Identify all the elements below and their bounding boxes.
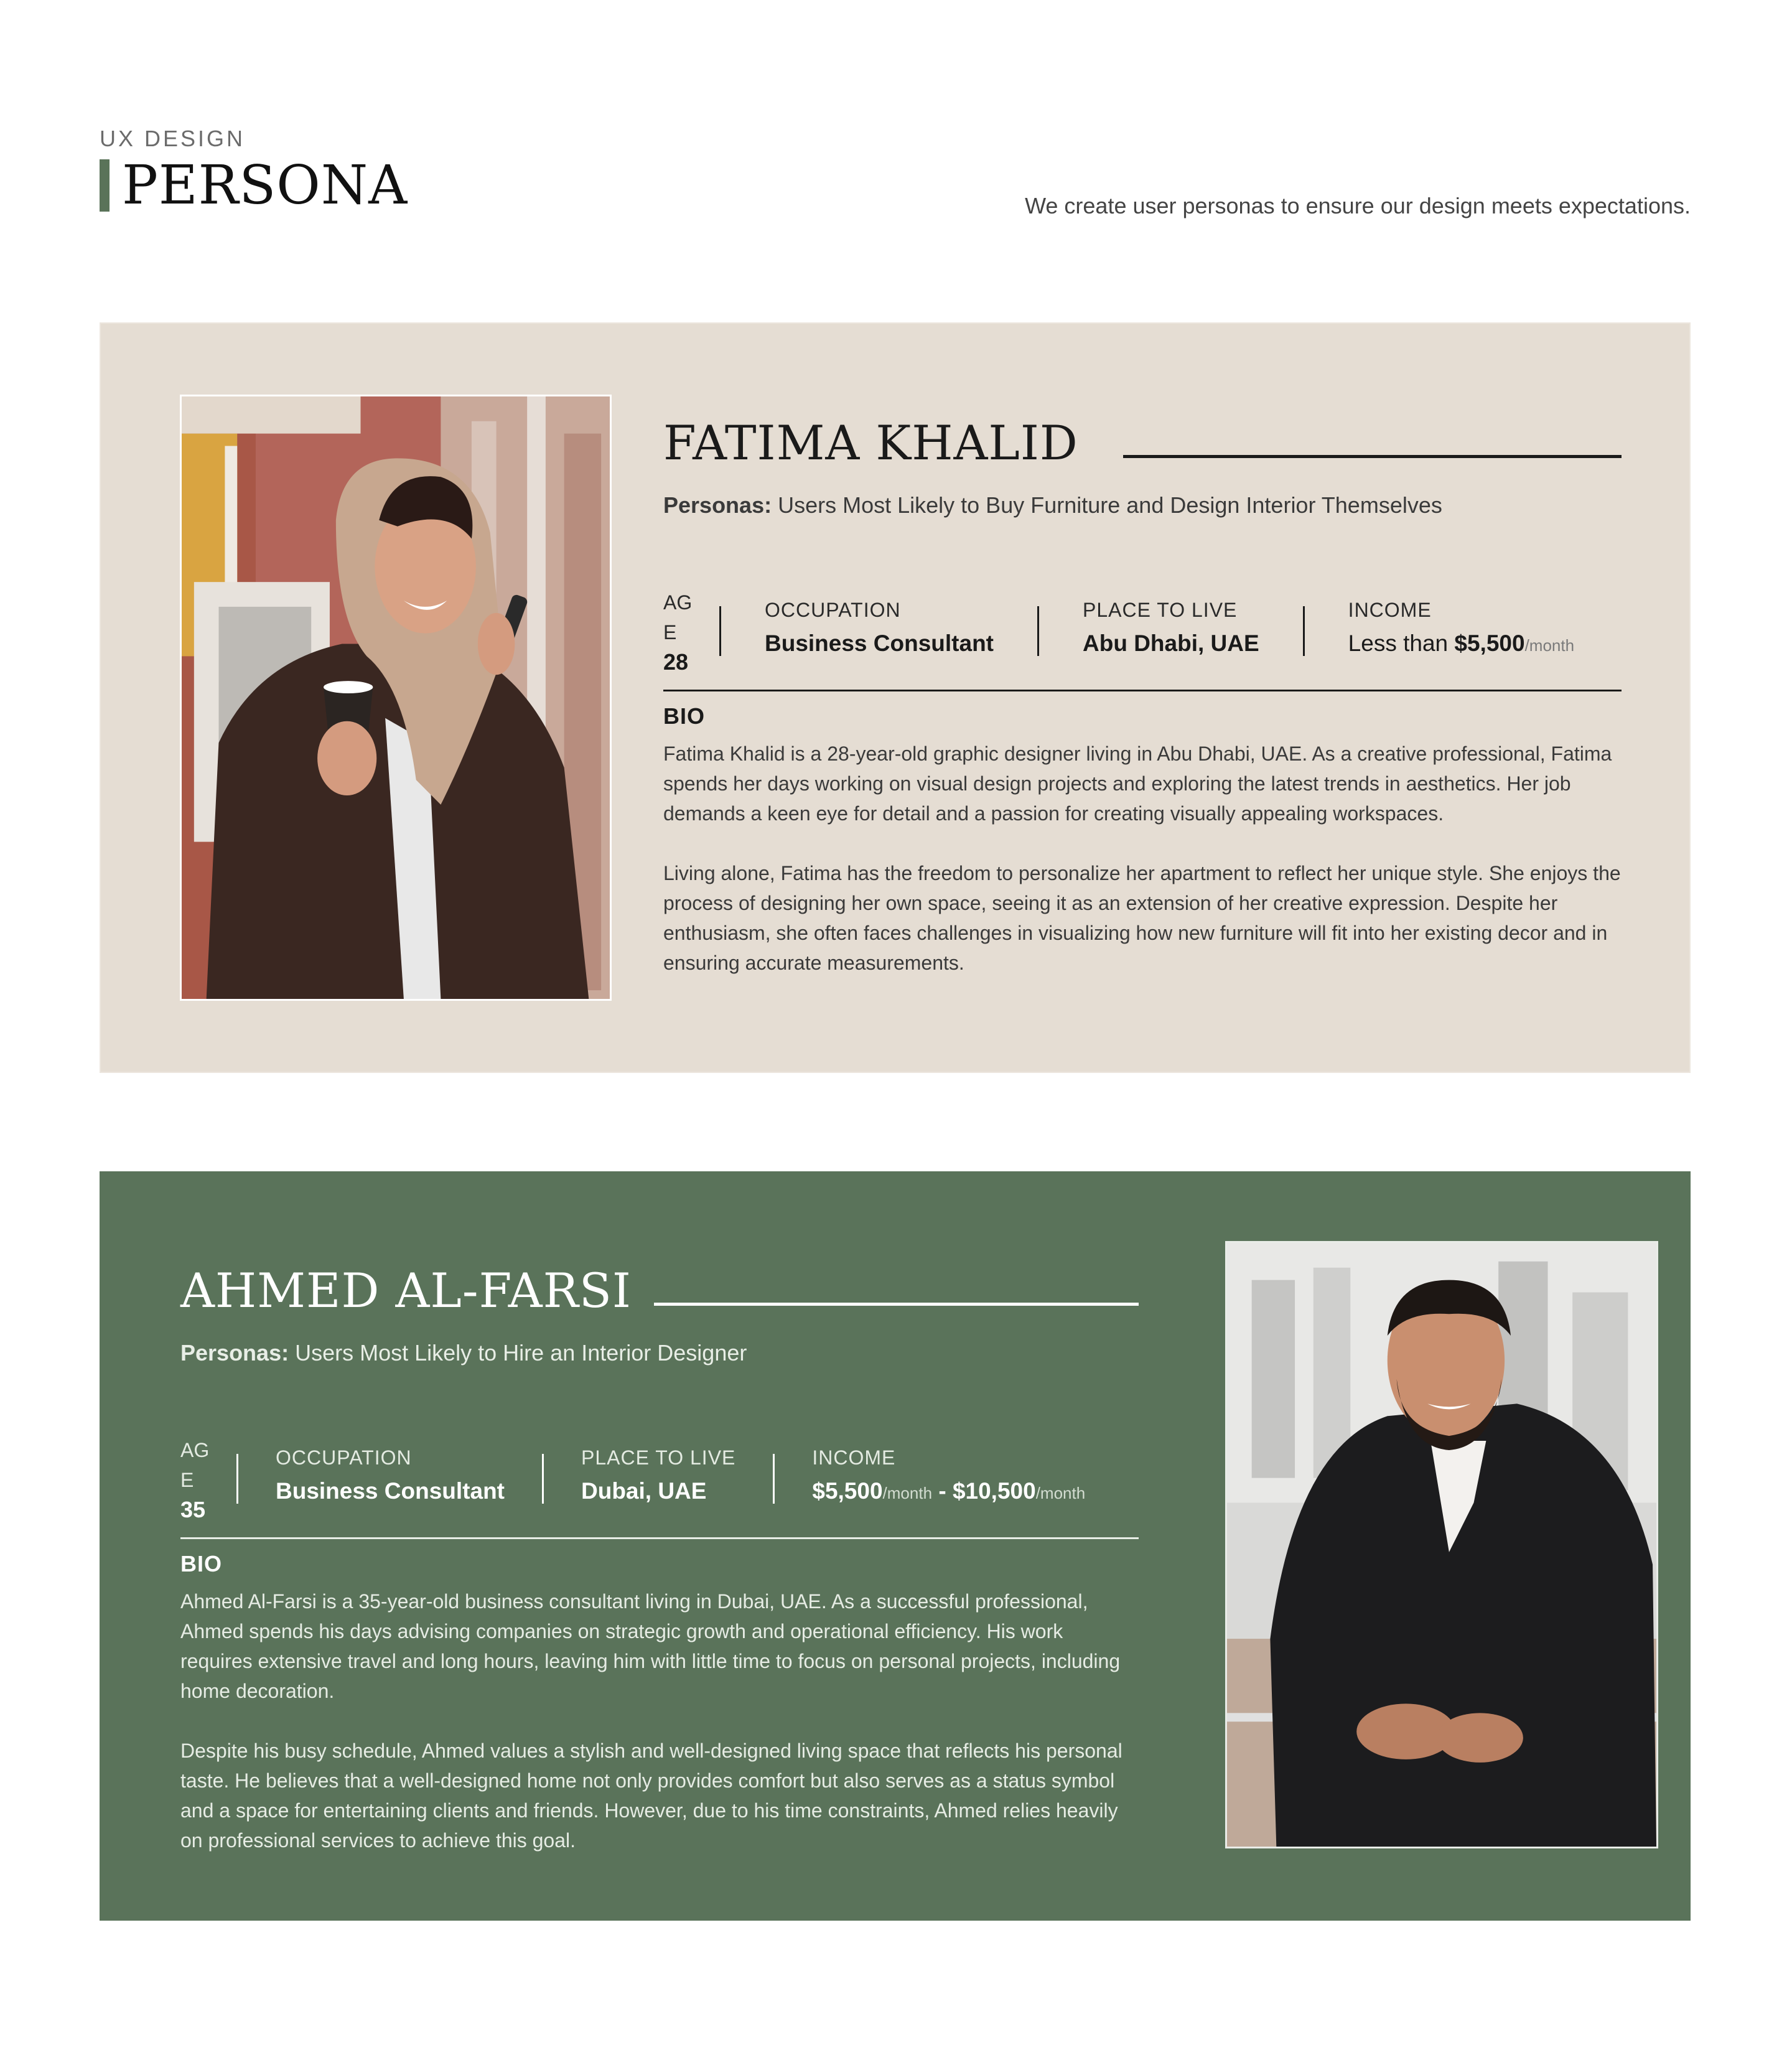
persona-photo-fatima — [180, 395, 612, 1001]
page-title-group — [100, 154, 408, 217]
persona-segment-label: Personas: — [663, 492, 772, 518]
stats-divider — [180, 1537, 1139, 1539]
persona-stats — [180, 1435, 1139, 1530]
persona-segment — [180, 1339, 1139, 1367]
stat-occupation — [238, 1435, 542, 1506]
persona-name-row — [663, 405, 1622, 471]
title-accent-bar — [100, 159, 110, 212]
bio-paragraph: Ahmed Al-Farsi is a 35-year-old business consultant living in Dubai, UAE. As a successful professional, Ahmed spends his days advising companies on strategic growth and operational efficiency. His work requires extensive travel and long hours, leaving him with little time to focus on personal projects, including home decoration. — [180, 1590, 1121, 1702]
stat-place-value: Dubai, UAE — [581, 1478, 707, 1504]
eyebrow-label: UX DESIGN — [100, 126, 246, 151]
persona-card-ahmed — [100, 1171, 1691, 1921]
persona-segment-text: Users Most Likely to Hire an Interior Designer — [295, 1340, 747, 1365]
stat-income-label: INCOME — [812, 1446, 896, 1469]
stat-income-value — [812, 1476, 1085, 1508]
income-min: $5,500 — [812, 1478, 883, 1504]
stat-occupation-label: OCCUPATION — [765, 599, 901, 621]
stat-age-value: 35 — [180, 1497, 206, 1522]
name-underline — [1123, 455, 1622, 458]
persona-segment-text: Users Most Likely to Buy Furniture and Design Interior Themselves — [778, 492, 1442, 518]
page-title: PERSONA — [122, 154, 408, 217]
bio-paragraph: Despite his busy schedule, Ahmed values a stylish and well-designed living space that reflects his personal taste. He believes that a well-designed home not only provides comfort but also serves as a status symbol and a space for entertaining clients and friends. However, due to his time constraints, Ahmed relies heavily on professional services to achieve this goal. — [180, 1740, 1122, 1852]
stat-place — [544, 1435, 773, 1506]
bio-heading: BIO — [180, 1551, 223, 1576]
persona-name: FATIMA KHALID — [663, 415, 1078, 471]
bio-text — [180, 1586, 1139, 1855]
stat-occupation-label: OCCUPATION — [276, 1446, 412, 1469]
income-separator: - — [932, 1478, 953, 1504]
stats-divider — [663, 690, 1622, 691]
stat-age-value: 28 — [663, 649, 689, 675]
income-amount: $5,500 — [1454, 630, 1525, 656]
income-unit: /month — [882, 1484, 933, 1502]
stat-income-value — [1348, 629, 1574, 660]
stat-place — [1039, 588, 1303, 658]
persona-name-row — [180, 1252, 1139, 1318]
stat-income — [775, 1435, 1085, 1508]
stat-occupation-value: Business Consultant — [765, 630, 994, 656]
page-tagline: We create user personas to ensure our design meets expectations. — [1025, 193, 1691, 218]
persona-stats — [663, 588, 1622, 682]
stat-place-label: PLACE TO LIVE — [581, 1446, 736, 1469]
stat-occupation-value: Business Consultant — [276, 1478, 505, 1504]
persona-name: AHMED AL-FARSI — [180, 1263, 632, 1318]
stat-age — [180, 1435, 236, 1525]
bio-heading: BIO — [663, 703, 706, 729]
income-unit: /month — [1035, 1484, 1086, 1502]
bio-text — [663, 739, 1622, 978]
name-underline — [654, 1303, 1139, 1306]
income-max: $10,500 — [952, 1478, 1036, 1504]
stat-age-label: AGE — [180, 1439, 210, 1491]
persona-info-ahmed — [180, 1252, 1139, 1855]
stat-place-value: Abu Dhabi, UAE — [1083, 630, 1259, 656]
stat-income-label: INCOME — [1348, 599, 1432, 621]
bio-paragraph: Fatima Khalid is a 28-year-old graphic designer living in Abu Dhabi, UAE. As a creative professional, Fatima spends her days working on visual design projects and exploring the latest trends in aesthetics. Her job demands a keen eye for detail and a passion for creating visually appealing workspaces. — [663, 742, 1612, 825]
stat-income — [1305, 588, 1618, 660]
persona-segment — [663, 492, 1622, 519]
stat-age — [663, 588, 719, 677]
bio-paragraph: Living alone, Fatima has the freedom to personalize her apartment to reflect her unique style. She enjoys the process of designing her own space, seeing it as an extension of her creative expression. Despite her enthusiasm, she often faces challenges in visualizing how new furniture will fit into her existing decor and in ensuring accurate measurements. — [663, 862, 1621, 974]
income-prefix: Less than — [1348, 630, 1455, 656]
stat-age-label: AGE — [663, 591, 693, 644]
persona-card-fatima — [100, 322, 1691, 1073]
persona-photo-ahmed — [1225, 1241, 1658, 1848]
persona-segment-label: Personas: — [180, 1340, 289, 1365]
persona-info-fatima — [663, 405, 1622, 978]
income-unit: /month — [1524, 636, 1575, 655]
stat-place-label: PLACE TO LIVE — [1083, 599, 1238, 621]
stat-occupation — [721, 588, 1037, 658]
